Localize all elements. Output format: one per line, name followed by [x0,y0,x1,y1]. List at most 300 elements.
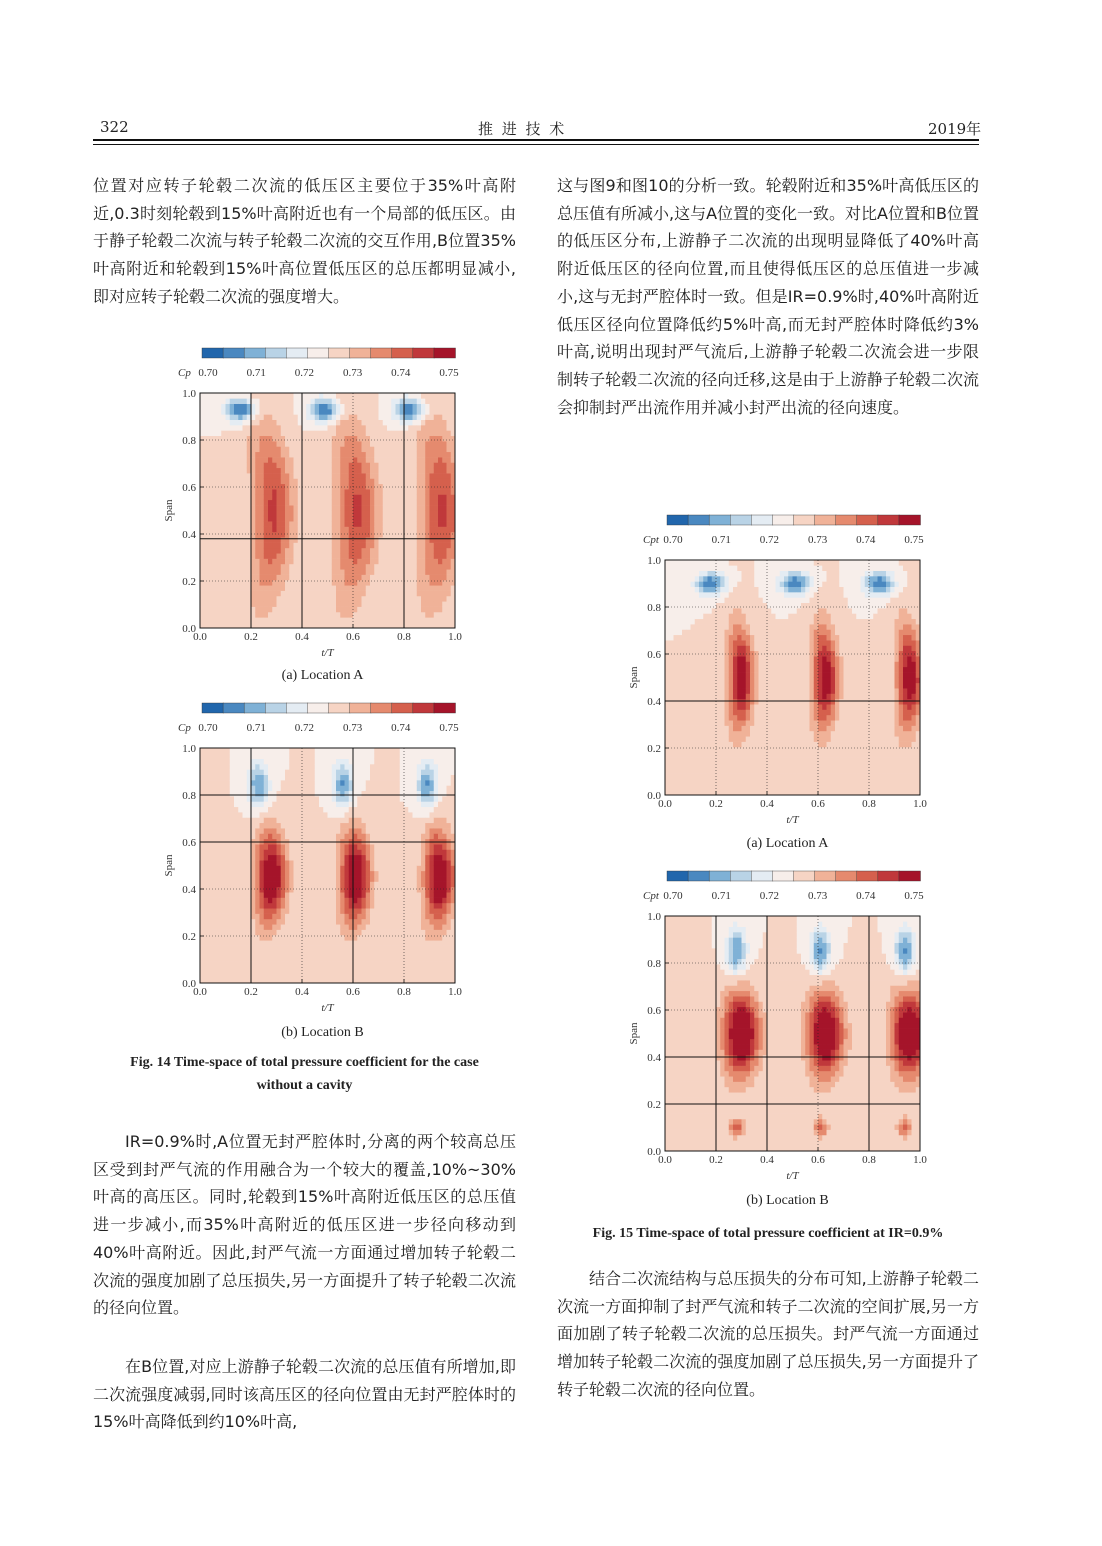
heat-cell [349,607,354,613]
heat-cell [404,569,409,575]
heat-cell [251,769,256,775]
heat-cell [226,796,231,802]
heat-cell [391,532,396,538]
heat-cell [234,553,239,559]
heat-cell [243,892,248,898]
heat-cell [260,930,265,936]
heat-cell [349,543,354,549]
heat-cell [281,564,286,570]
heat-cell [413,521,418,527]
heat-cell [204,612,209,618]
heat-cell [234,898,239,904]
heat-cell [209,866,214,872]
heat-cell [260,468,265,474]
heat-cell [213,914,218,920]
heat-cell [209,849,214,855]
heat-cell [391,414,396,420]
heat-cell [298,785,303,791]
heat-cell [289,398,294,404]
heat-cell [357,484,362,490]
heat-cell [306,860,311,866]
heat-cell [277,849,282,855]
heat-cell [323,559,328,565]
heat-cell [217,764,222,770]
heat-cell [425,441,430,447]
heat-cell [294,769,299,775]
heat-cell [332,807,337,813]
heat-cell [421,612,426,618]
heat-cell [221,791,226,797]
heat-cell [260,484,265,490]
heat-cell [243,494,248,500]
heat-cell [430,521,435,527]
heat-cell [391,494,396,500]
heat-cell [302,876,307,882]
heat-cell [200,511,205,517]
heat-cell [328,951,333,957]
heat-cell [217,844,222,850]
heat-cell [404,393,409,399]
heat-cell [281,940,286,946]
heat-cell [336,430,341,436]
heat-cell [336,425,341,431]
heat-cell [230,898,235,904]
heat-cell [396,409,401,415]
heat-cell [417,972,422,978]
heat-cell [434,430,439,436]
heat-cell [315,446,320,452]
heat-cell [379,978,384,984]
heat-cell [447,404,452,410]
heat-cell [213,930,218,936]
heat-cell [272,812,277,818]
heat-cell [417,527,422,533]
heat-cell [217,812,222,818]
heat-cell [362,759,367,765]
heat-cell [319,580,324,586]
heat-cell [345,759,350,765]
heat-cell [425,532,430,538]
heat-cell [277,812,282,818]
heat-cell [234,887,239,893]
heat-cell [264,914,269,920]
heat-cell [430,489,435,495]
heat-cell [353,462,358,468]
heat-cell [362,489,367,495]
heat-cell [400,871,405,877]
heat-cell [404,441,409,447]
heat-cell [200,425,205,431]
heat-cell [366,972,371,978]
heat-cell [209,967,214,973]
heat-cell [277,828,282,834]
heat-cell [230,420,235,426]
heat-cell [238,409,243,415]
heat-cell [289,505,294,511]
heat-cell [336,623,341,629]
heat-cell [396,446,401,452]
heat-cell [294,511,299,517]
heat-cell [383,844,388,850]
heat-cell [268,393,273,399]
heat-cell [383,978,388,984]
heat-cell [357,844,362,850]
heat-cell [328,833,333,839]
heat-cell [226,748,231,754]
heat-cell [417,446,422,452]
heat-cell [379,962,384,968]
heat-cell [277,764,282,770]
heat-cell [357,473,362,479]
heat-cell [417,553,422,559]
heat-cell [408,972,413,978]
heat-cell [298,930,303,936]
heat-cell [370,409,375,415]
heat-cell [306,807,311,813]
heat-cell [268,596,273,602]
heat-cell [340,924,345,930]
heat-cell [442,404,447,410]
heat-cell [336,484,341,490]
heat-cell [336,446,341,452]
heat-cell [374,489,379,495]
heat-cell [357,516,362,522]
colorbar-swatch [413,703,435,713]
heat-cell [315,962,320,968]
heat-cell [209,930,214,936]
heat-cell [408,887,413,893]
heat-cell [302,748,307,754]
heat-cell [387,446,392,452]
heat-cell [362,791,367,797]
heat-cell [434,596,439,602]
heat-cell [391,569,396,575]
heat-cell [238,612,243,618]
heat-cell [238,468,243,474]
heat-cell [200,543,205,549]
heat-cell [438,489,443,495]
heat-cell [281,930,286,936]
heat-cell [404,823,409,829]
heat-cell [370,623,375,629]
heat-cell [349,617,354,623]
heat-cell [285,436,290,442]
heat-cell [353,753,358,759]
heat-cell [425,527,430,533]
heat-cell [285,785,290,791]
heat-cell [332,585,337,591]
heat-cell [319,855,324,861]
heat-cell [323,617,328,623]
heat-cell [404,898,409,904]
heat-cell [345,494,350,500]
heat-cell [374,748,379,754]
heat-cell [345,409,350,415]
heat-cell [285,962,290,968]
heat-cell [255,436,260,442]
heat-cell [323,775,328,781]
heat-cell [221,543,226,549]
heat-cell [311,494,316,500]
colorbar-tick: 0.70 [198,367,218,379]
heat-cell [408,489,413,495]
heat-cell [442,585,447,591]
heat-cell [353,436,358,442]
heat-cell [281,617,286,623]
heat-cell [226,860,231,866]
heat-cell [400,769,405,775]
heat-cell [294,537,299,543]
heat-cell [302,446,307,452]
heat-cell [200,951,205,957]
heat-cell [306,457,311,463]
heat-cell [311,946,316,952]
heat-cell [323,764,328,770]
heat-cell [294,946,299,952]
heat-cell [204,967,209,973]
heat-cell [306,967,311,973]
heat-cell [255,607,260,613]
heat-cell [353,759,358,765]
heat-cell [370,441,375,447]
heat-cell [328,844,333,850]
heat-cell [268,785,273,791]
heat-cell [408,494,413,500]
heat-cell [234,468,239,474]
heat-cell [217,462,222,468]
heat-cell [357,457,362,463]
heat-cell [209,828,214,834]
heat-cell [311,919,316,925]
heat-cell [281,505,286,511]
heat-cell [234,457,239,463]
heat-cell [209,753,214,759]
heat-cell [302,844,307,850]
heat-cell [421,484,426,490]
heat-cell [277,505,282,511]
heat-cell [298,855,303,861]
heat-cell [366,623,371,629]
heat-cell [340,956,345,962]
heat-cell [255,537,260,543]
heat-cell [272,908,277,914]
heat-cell [230,564,235,570]
heat-cell [251,623,256,629]
heat-cell [289,462,294,468]
heat-cell [315,414,320,420]
heat-cell [264,452,269,458]
heat-cell [396,828,401,834]
heat-cell [408,791,413,797]
heat-cell [374,930,379,936]
heat-cell [302,946,307,952]
heat-cell [336,764,341,770]
heat-cell [379,446,384,452]
heat-cell [221,924,226,930]
heat-cell [353,956,358,962]
heat-cell [336,393,341,399]
heat-cell [260,559,265,565]
heat-cell [396,871,401,877]
heat-cell [391,537,396,543]
heat-cell [340,452,345,458]
heat-cell [230,441,235,447]
heat-cell [408,452,413,458]
heat-cell [260,833,265,839]
colorbar-swatch [265,703,287,713]
heat-cell [353,972,358,978]
heat-cell [391,748,396,754]
heat-cell [268,420,273,426]
heat-cell [404,833,409,839]
heat-cell [383,596,388,602]
heat-cell [221,812,226,818]
heat-cell [264,494,269,500]
heat-cell [260,946,265,952]
heat-cell [362,962,367,968]
heat-cell [319,940,324,946]
heat-cell [302,956,307,962]
heat-cell [230,866,235,872]
heat-cell [238,919,243,925]
heat-cell [404,775,409,781]
heat-cell [294,441,299,447]
heat-cell [442,553,447,559]
heat-cell [353,478,358,484]
heat-cell [260,908,265,914]
heat-cell [413,420,418,426]
heat-cell [430,591,435,597]
heat-cell [396,559,401,565]
heat-cell [311,780,316,786]
heat-cell [417,951,422,957]
heat-cell [204,607,209,613]
heat-cell [430,511,435,517]
heat-cell [294,617,299,623]
heat-cell [315,511,320,517]
heat-cell [323,623,328,629]
heat-cell [226,962,231,968]
heat-cell [396,516,401,522]
heat-cell [357,908,362,914]
heat-cell [306,446,311,452]
heat-cell [226,596,231,602]
heat-cell [391,452,396,458]
heat-cell [204,585,209,591]
heat-cell [221,527,226,533]
heat-cell [294,898,299,904]
heat-cell [417,617,422,623]
heat-cell [243,425,248,431]
heat-cell [370,908,375,914]
heat-cell [374,430,379,436]
heat-cell [277,924,282,930]
heat-cell [226,967,231,973]
heat-cell [379,564,384,570]
heat-cell [306,775,311,781]
heat-cell [349,532,354,538]
heat-cell [289,956,294,962]
heat-cell [379,951,384,957]
heat-cell [289,575,294,581]
heat-cell [340,791,345,797]
heat-cell [221,489,226,495]
heat-cell [434,436,439,442]
heat-cell [213,446,218,452]
heat-cell [370,978,375,984]
heat-cell [434,591,439,597]
heat-cell [387,468,392,474]
heat-cell [230,559,235,565]
heat-cell [277,972,282,978]
heat-cell [328,607,333,613]
heat-cell [268,967,273,973]
heat-cell [425,409,430,415]
heat-cell [417,473,422,479]
heat-cell [434,462,439,468]
heat-cell [285,812,290,818]
heat-cell [200,887,205,893]
heat-cell [328,500,333,506]
heat-cell [328,962,333,968]
heat-cell [357,521,362,527]
heat-cell [383,951,388,957]
heat-cell [264,591,269,597]
heat-cell [345,521,350,527]
heat-cell [323,972,328,978]
heat-cell [328,785,333,791]
heat-cell [234,478,239,484]
heat-cell [204,446,209,452]
heat-cell [255,617,260,623]
heat-cell [285,484,290,490]
heat-cell [391,759,396,765]
heat-cell [353,585,358,591]
heat-cell [260,796,265,802]
heat-cell [243,780,248,786]
heat-cell [391,457,396,463]
heat-cell [217,780,222,786]
heat-cell [302,569,307,575]
heat-cell [315,500,320,506]
heat-cell [234,617,239,623]
heat-cell [323,828,328,834]
heat-cell [311,623,316,629]
heat-cell [243,591,248,597]
heat-cell [277,930,282,936]
heat-cell [349,457,354,463]
heat-cell [413,446,418,452]
heat-cell [315,898,320,904]
heat-cell [243,962,248,968]
heat-cell [234,425,239,431]
heat-cell [404,860,409,866]
heat-cell [209,962,214,968]
heat-cell [345,978,350,984]
heat-cell [323,494,328,500]
heat-cell [396,919,401,925]
heat-cell [294,919,299,925]
heat-cell [442,436,447,442]
heat-cell [209,537,214,543]
heat-cell [438,527,443,533]
heat-cell [213,500,218,506]
heat-cell [230,505,235,511]
heat-cell [260,876,265,882]
heat-cell [417,414,422,420]
heat-cell [209,532,214,538]
heat-cell [213,833,218,839]
